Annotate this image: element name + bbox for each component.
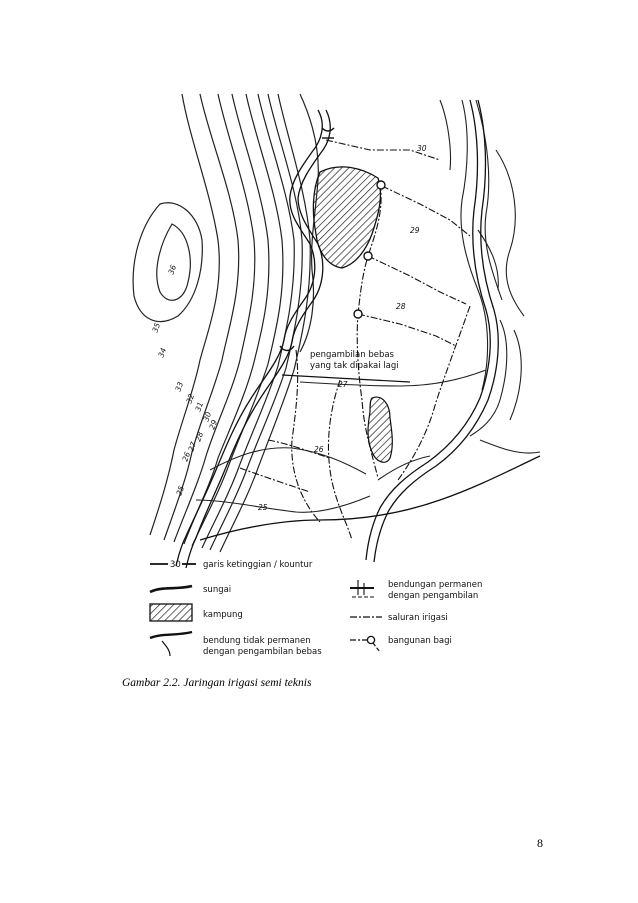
figure-caption: Gambar 2.2. Jaringan irigasi semi teknis [122, 677, 312, 689]
legend-canal [350, 613, 448, 623]
legend-contour [150, 560, 313, 570]
contour-label: 26 [180, 450, 193, 463]
legend-division-label: bangunan bagi [388, 636, 452, 646]
contour-label: 30 [417, 144, 427, 153]
legend-temp-weir [150, 632, 322, 657]
contour-label: 35 [150, 321, 163, 334]
legend-river [150, 585, 231, 595]
contour-label: 27 [186, 440, 199, 453]
annotation-line-2: yang tak dipakai lagi [310, 361, 399, 371]
contour-label: 36 [166, 263, 179, 276]
legend-contour-value: 30 [170, 560, 181, 570]
legend-temp-weir-line2: dengan pengambilan bebas [203, 647, 322, 657]
page-number: 8 [537, 836, 543, 850]
contour-label: 25 [258, 503, 268, 512]
annotation-line-1: pengambilan bebas [310, 350, 394, 360]
contour-label: 30 [201, 410, 214, 423]
legend [150, 560, 482, 657]
legend-division [350, 636, 452, 652]
contour-label: 29 [207, 418, 220, 431]
contour-label: 32 [184, 392, 197, 405]
contour-lines-west [133, 94, 318, 552]
annotation-text [310, 350, 399, 371]
legend-river-label: sungai [203, 585, 232, 595]
contour-label: 28 [193, 430, 206, 443]
legend-perm-weir [350, 580, 482, 601]
contour-label: 25 [174, 484, 187, 497]
legend-perm-weir-line1: bendungan permanen [388, 580, 483, 590]
contours-south [196, 370, 486, 512]
legend-perm-weir-line2: dengan pengambilan [388, 591, 479, 601]
contour-label: 31 [193, 400, 206, 413]
legend-village [150, 604, 243, 621]
contour-label: 26 [314, 445, 324, 454]
contour-label: 33 [173, 380, 186, 393]
contour-label: 34 [156, 346, 169, 359]
contour-label: 27 [338, 380, 348, 389]
contour-label: 29 [410, 226, 420, 235]
legend-contour-label: garis ketinggian / kountur [203, 560, 313, 570]
contour-lines-east [440, 100, 540, 453]
legend-village-label: kampung [203, 610, 243, 620]
contour-label: 28 [396, 302, 406, 311]
legend-canal-label: saluran irigasi [388, 613, 448, 623]
legend-temp-weir-line1: bendung tidak permanen [203, 636, 311, 646]
